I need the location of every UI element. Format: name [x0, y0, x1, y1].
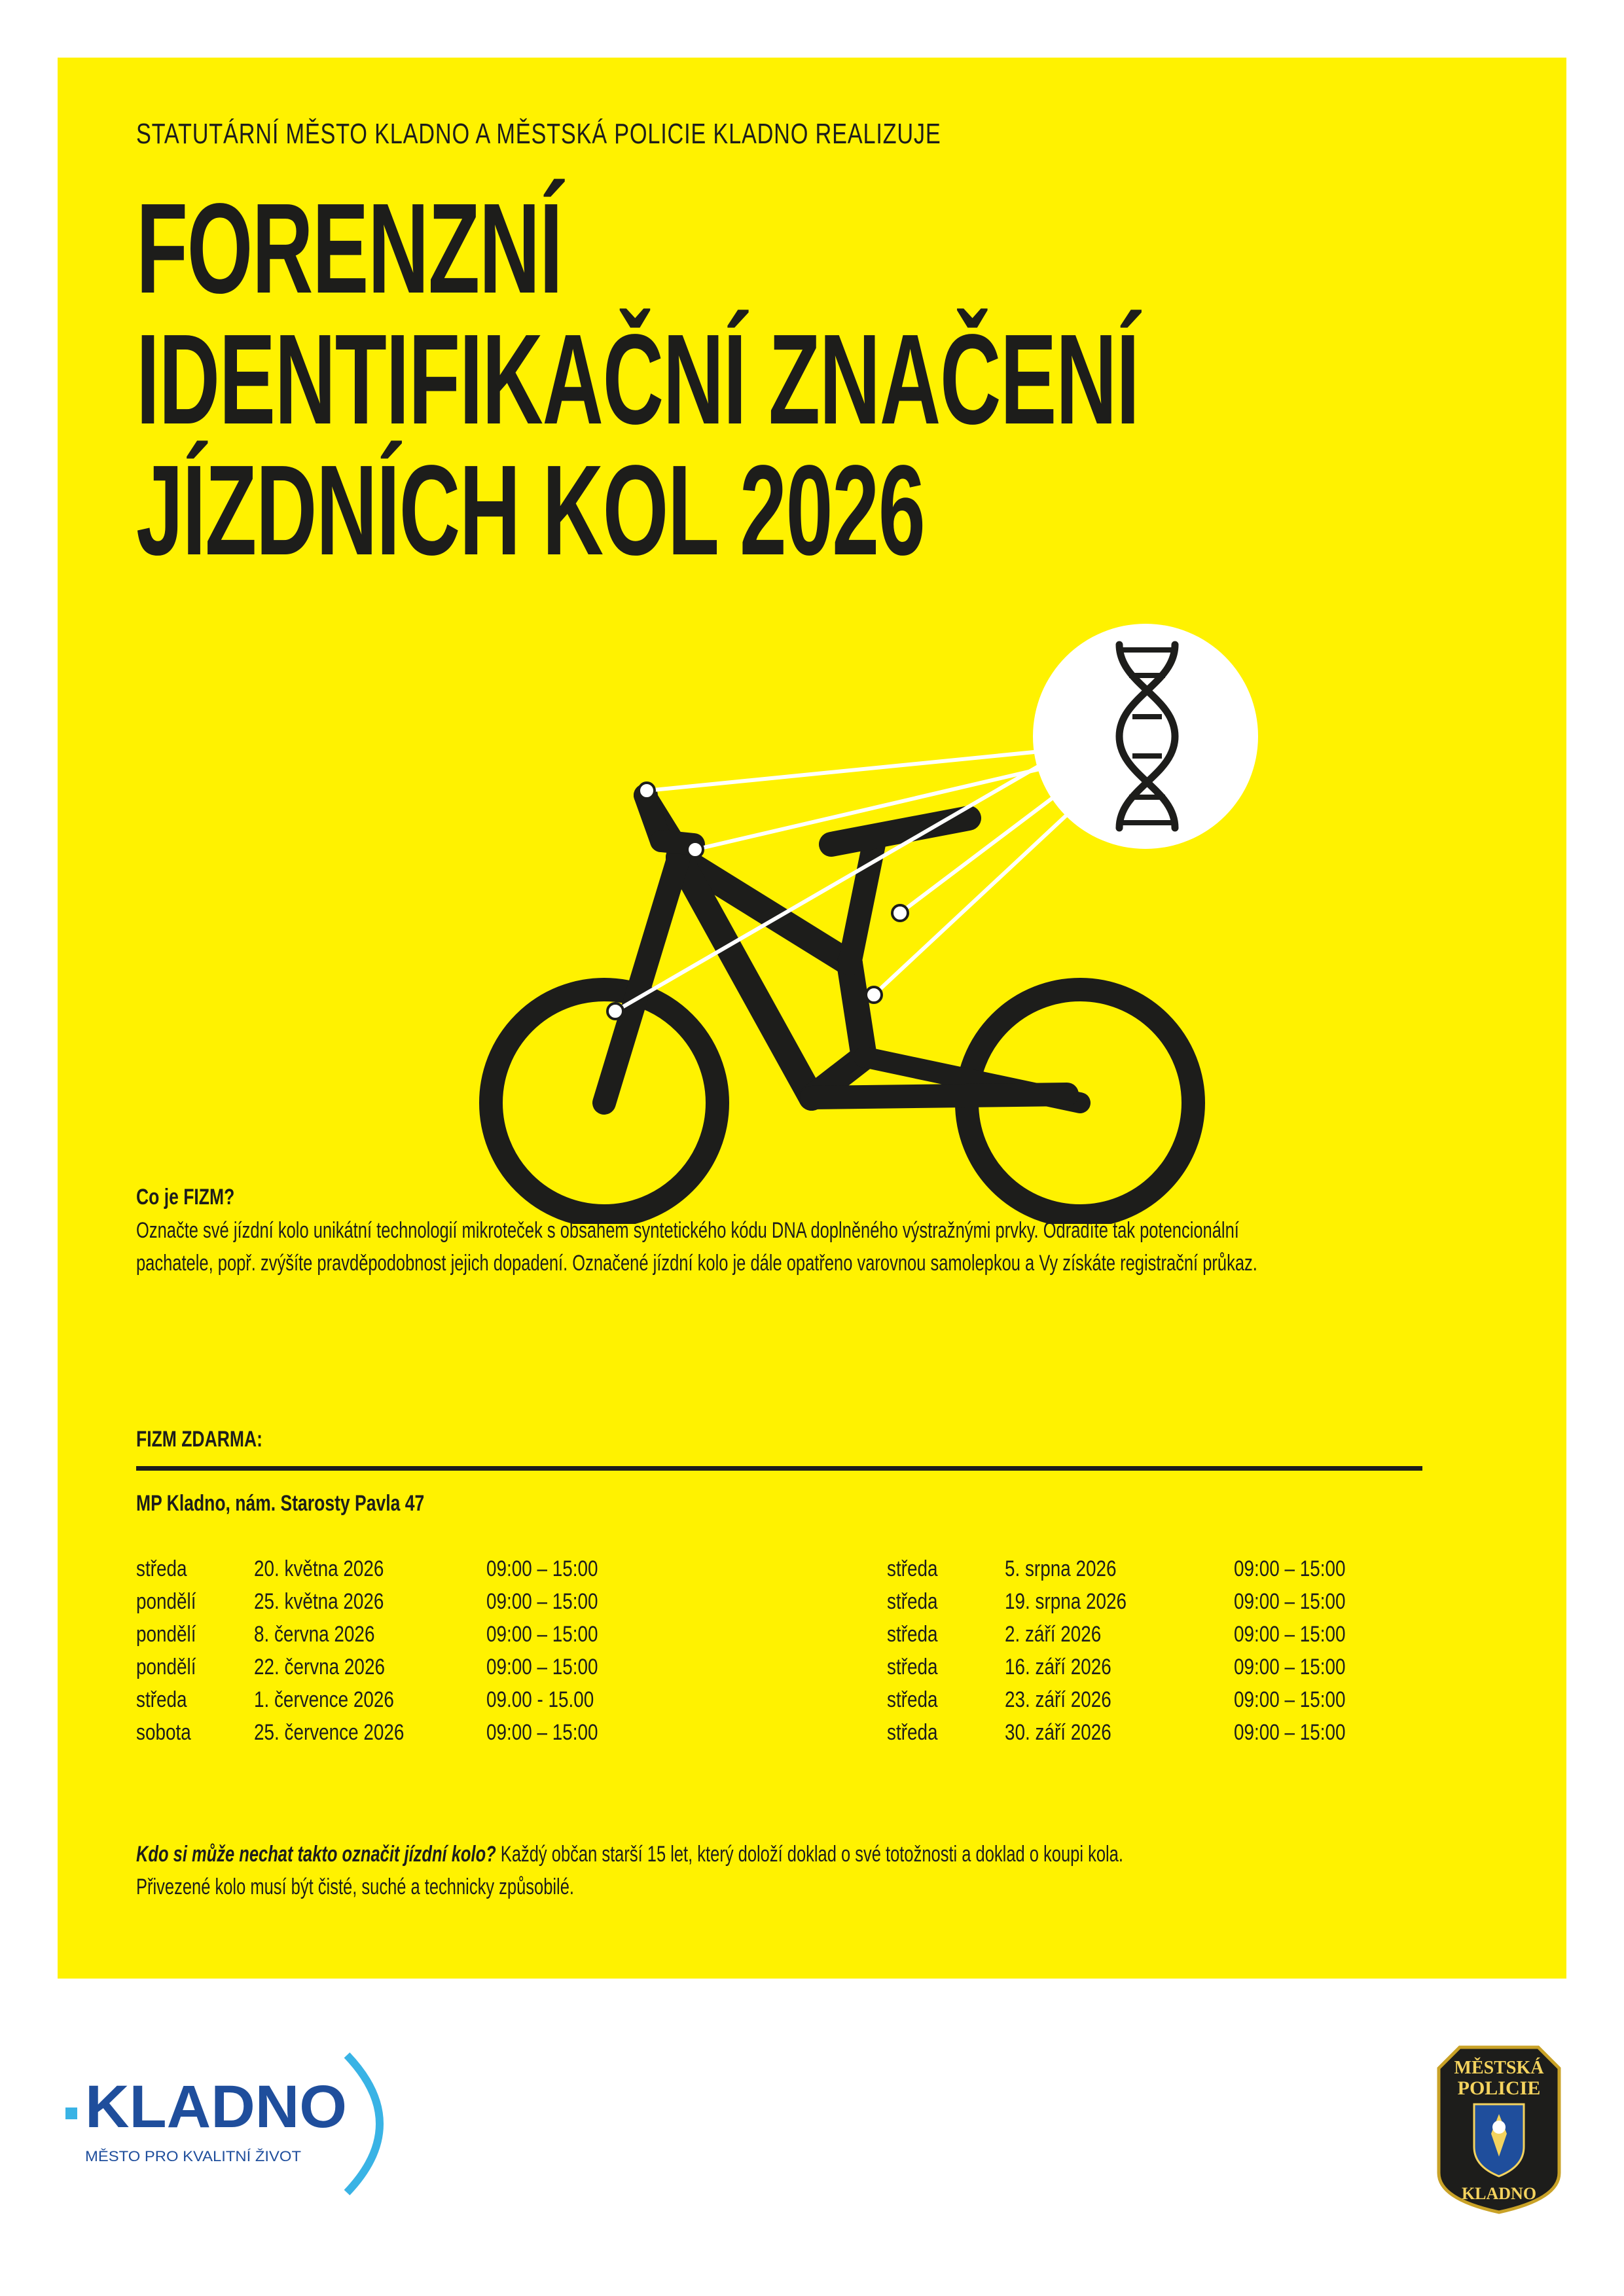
row-time: 09:00 – 15:00: [486, 1720, 598, 1745]
info-heading: Co je FIZM?: [136, 1185, 235, 1210]
row-date: 5. srpna 2026: [1005, 1556, 1117, 1581]
row-time: 09:00 – 15:00: [1234, 1687, 1346, 1712]
schedule-row: [136, 1552, 791, 1585]
row-day: středa: [887, 1655, 938, 1679]
row-time: 09:00 – 15:00: [1234, 1655, 1346, 1679]
kicker-text: STATUTÁRNÍ MĚSTO KLADNO A MĚSTSKÁ POLICIE KLADNO REALIZUJE: [136, 118, 941, 150]
kladno-arc-icon: [347, 2055, 380, 2193]
row-date: 2. září 2026: [1005, 1622, 1102, 1647]
schedule-row: [136, 1618, 791, 1651]
badge-top-text: MĚSTSKÁ: [1454, 2058, 1544, 2078]
kladno-logo: [65, 2049, 406, 2199]
schedule-row: [136, 1716, 791, 1749]
row-time: 09:00 – 15:00: [1234, 1589, 1346, 1614]
row-time: 09:00 – 15:00: [1234, 1720, 1346, 1745]
schedule-row: [887, 1716, 1476, 1749]
row-time: 09.00 - 15.00: [486, 1687, 594, 1712]
schedule-label: FIZM ZDARMA:: [136, 1427, 262, 1452]
row-time: 09:00 – 15:00: [486, 1622, 598, 1647]
schedule-row: [887, 1618, 1476, 1651]
row-day: středa: [887, 1589, 938, 1614]
row-day: pondělí: [136, 1622, 196, 1647]
eligibility-question: Kdo si může nechat takto označit jízdní kolo?: [136, 1842, 496, 1867]
info-text: Označte své jízdní kolo unikátní technologií mikroteček s obsahem syntetického kódu DNA doplněného výstražnými prvky. Odradíte tak potencionální pachatele, popř. zvýšíte pravděpodobnost jejich dopadení. Označené jízdní kolo je dále opatřeno varovnou samolepkou a Vy získáte registrační průkaz.: [136, 1218, 1257, 1276]
row-date: 20. května 2026: [254, 1556, 384, 1581]
row-date: 16. září 2026: [1005, 1655, 1111, 1679]
kladno-wordmark: KLADNO: [85, 2073, 347, 2140]
schedule-row: [136, 1683, 791, 1716]
row-day: středa: [136, 1556, 187, 1581]
row-date: 25. května 2026: [254, 1589, 384, 1614]
row-day: středa: [136, 1687, 187, 1712]
badge-bottom-text: KLADNO: [1461, 2184, 1537, 2203]
row-day: středa: [887, 1720, 938, 1745]
row-date: 25. července 2026: [254, 1720, 405, 1745]
row-date: 1. července 2026: [254, 1687, 394, 1712]
divider: [136, 1466, 1422, 1471]
eligibility-answer: Každý občan starší 15 let, který doloží doklad o své totožnosti a doklad o koupi kola.: [496, 1842, 1123, 1867]
info-section: [136, 1185, 1314, 1280]
schedule-row: [887, 1651, 1476, 1683]
bicycle-icon: [491, 795, 1193, 1216]
schedule-row: [887, 1585, 1476, 1618]
row-day: pondělí: [136, 1589, 196, 1614]
row-date: 23. září 2026: [1005, 1687, 1111, 1712]
schedule-row: [136, 1651, 791, 1683]
schedule-left-column: [136, 1552, 791, 1749]
page-title: [136, 177, 1139, 582]
row-time: 09:00 – 15:00: [486, 1589, 598, 1614]
row-date: 30. září 2026: [1005, 1720, 1111, 1745]
row-day: středa: [887, 1556, 938, 1581]
eligibility-section: [136, 1838, 1314, 1903]
row-day: sobota: [136, 1720, 191, 1745]
row-time: 09:00 – 15:00: [486, 1556, 598, 1581]
row-date: 22. června 2026: [254, 1655, 385, 1679]
row-day: středa: [887, 1622, 938, 1647]
schedule-right-column: [887, 1552, 1476, 1749]
row-time: 09:00 – 15:00: [1234, 1622, 1346, 1647]
bicycle-dna-illustration: [393, 569, 1283, 1224]
title-line-2: IDENTIFIKAČNÍ ZNAČENÍ: [136, 308, 1139, 451]
venue-text: MP Kladno, nám. Starosty Pavla 47: [136, 1491, 425, 1516]
title-line-3: JÍZDNÍCH KOL 2026: [136, 439, 925, 582]
eligibility-note: Přivezené kolo musí být čisté, suché a technicky způsobilé.: [136, 1874, 574, 1899]
title-line-1: FORENZNÍ: [136, 177, 562, 320]
schedule-row: [136, 1585, 791, 1618]
row-date: 8. června 2026: [254, 1622, 375, 1647]
row-date: 19. srpna 2026: [1005, 1589, 1127, 1614]
row-time: 09:00 – 15:00: [486, 1655, 598, 1679]
row-day: pondělí: [136, 1655, 196, 1679]
schedule-row: [887, 1683, 1476, 1716]
kladno-tagline: MĚSTO PRO KVALITNÍ ŽIVOT: [85, 2148, 301, 2164]
row-time: 09:00 – 15:00: [1234, 1556, 1346, 1581]
badge-middle-text: POLICIE: [1457, 2077, 1541, 2099]
coat-of-arms-icon: [1474, 2104, 1524, 2176]
row-day: středa: [887, 1687, 938, 1712]
schedule-row: [887, 1552, 1476, 1585]
police-badge: [1434, 2042, 1564, 2215]
